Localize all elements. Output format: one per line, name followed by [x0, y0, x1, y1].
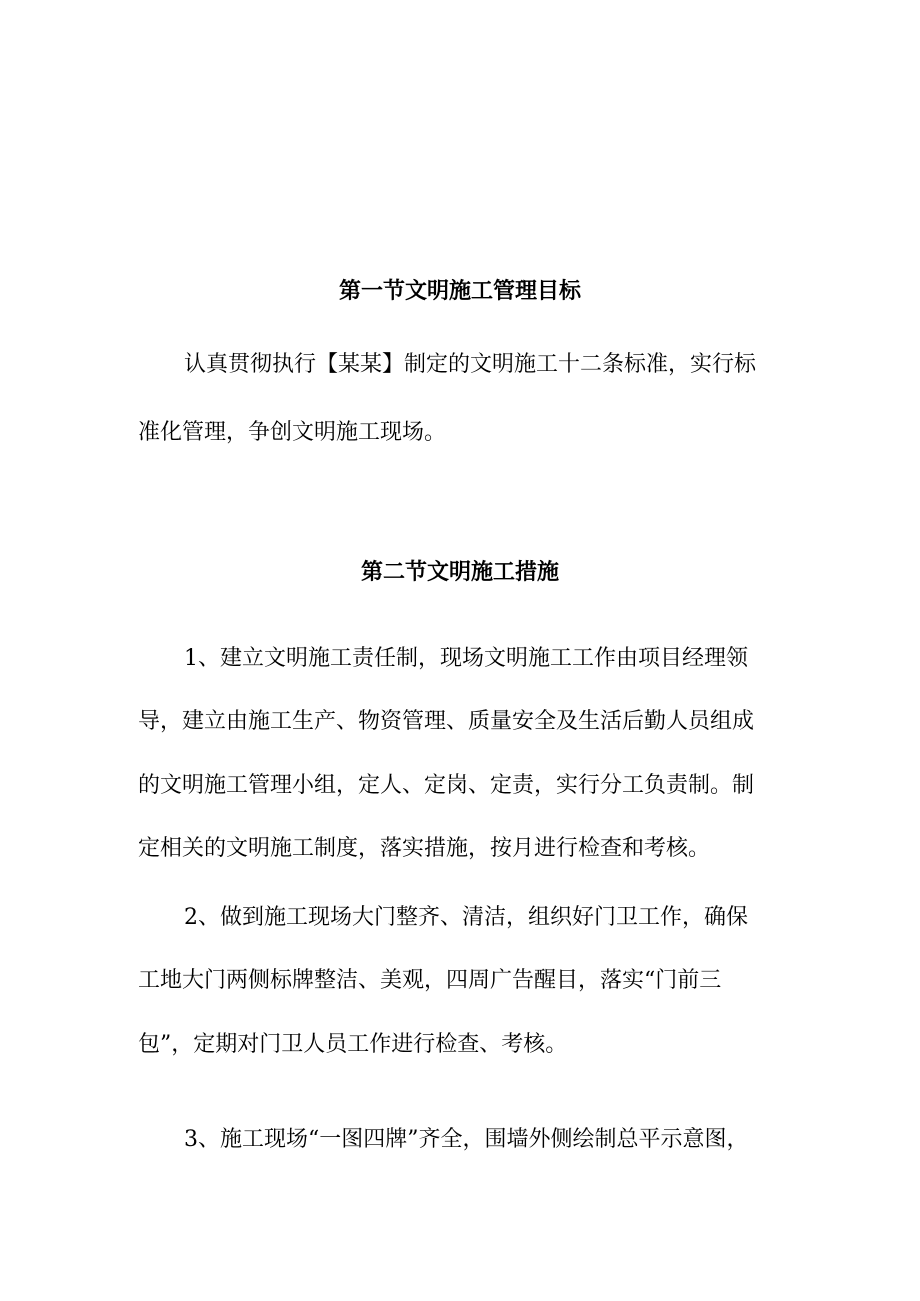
item1-line-1: 1、建立文明施工责任制，现场文明施工工作由项目经理领	[184, 646, 748, 671]
section1-paragraph-line-1: 认真贯彻执行【某某】制定的文明施工十二条标准，实行标	[184, 352, 757, 377]
section1-heading: 第一节文明施工管理目标	[338, 279, 581, 304]
section2-heading: 第二节文明施工措施	[360, 560, 559, 585]
item3-line-1: 3、施工现场“一图四牌”齐全，围墙外侧绘制总平示意图，	[184, 1127, 749, 1152]
item2-line-2: 工地大门两侧标牌整洁、美观，四周广告醒目，落实“门前三	[138, 968, 722, 993]
item1-line-2: 导，建立由施工生产、物资管理、质量安全及生活后勤人员组成	[138, 709, 755, 734]
item2-line-3: 包”，定期对门卫人员工作进行检查、考核。	[138, 1032, 568, 1057]
section1-paragraph-line-2: 准化管理，争创文明施工现场。	[138, 420, 447, 445]
item2-line-1: 2、做到施工现场大门整齐、清洁，组织好门卫工作，确保	[184, 905, 748, 930]
item1-line-4: 定相关的文明施工制度，落实措施，按月进行检查和考核。	[138, 836, 711, 861]
item1-line-3: 的文明施工管理小组，定人、定岗、定责，实行分工负责制。制	[138, 773, 755, 798]
